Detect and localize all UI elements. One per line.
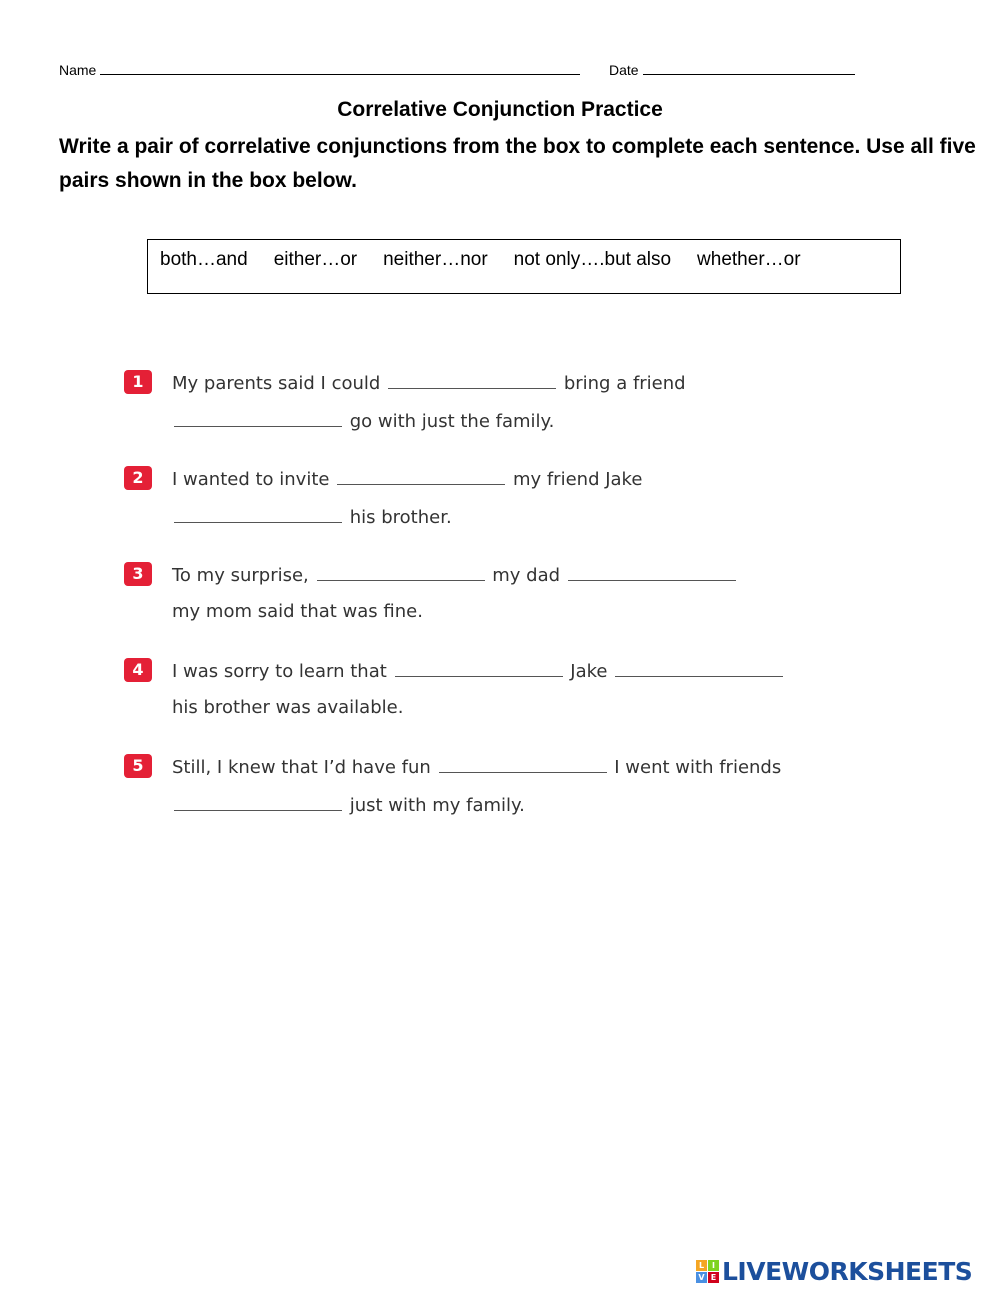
word-pair: either…or — [273, 249, 358, 270]
question-number: 4 — [124, 658, 152, 682]
word-pair: neither…nor — [383, 249, 488, 270]
logo-mark-letter: I — [708, 1260, 719, 1271]
liveworksheets-logo — [696, 1256, 972, 1286]
question-line — [172, 408, 554, 434]
question-line — [172, 792, 525, 818]
question-line — [172, 370, 686, 396]
answer-blank[interactable] — [174, 504, 342, 523]
question-number: 5 — [124, 754, 152, 778]
logo-mark-icon — [696, 1260, 719, 1283]
question-line — [172, 562, 738, 588]
question-text: Jake — [570, 661, 608, 682]
word-box — [147, 239, 901, 294]
answer-blank[interactable] — [395, 658, 563, 677]
question-1 — [124, 366, 884, 462]
question-text: his brother was available. — [172, 697, 404, 718]
question-line — [172, 696, 403, 720]
question-text: I was sorry to learn that — [172, 661, 387, 682]
answer-blank[interactable] — [317, 562, 485, 581]
answer-blank[interactable] — [337, 466, 505, 485]
word-pair: both…and — [160, 249, 248, 270]
name-date-row — [59, 60, 939, 80]
date-label: Date — [609, 62, 639, 78]
logo-mark-letter: V — [696, 1272, 707, 1283]
answer-blank[interactable] — [174, 792, 342, 811]
word-pair: not only….but also — [513, 249, 672, 270]
question-number: 3 — [124, 562, 152, 586]
question-line — [172, 754, 781, 780]
worksheet-title: Correlative Conjunction Practice — [337, 98, 663, 121]
question-line — [172, 504, 452, 530]
answer-blank[interactable] — [439, 754, 607, 773]
instructions: Write a pair of correlative conjunctions from the box to complete each sentence. Use all five pairs shown in the box below. — [59, 135, 976, 192]
logo-text: LIVEWORKSHEETS — [722, 1256, 973, 1286]
question-line — [172, 466, 642, 492]
answer-blank[interactable] — [388, 370, 556, 389]
question-text: my mom said that was fine. — [172, 601, 423, 622]
answer-blank[interactable] — [615, 658, 783, 677]
name-label: Name — [59, 62, 97, 78]
name-field — [59, 60, 580, 78]
answer-blank[interactable] — [174, 408, 342, 427]
question-text: To my surprise, — [172, 565, 309, 586]
question-text: just with my family. — [349, 795, 525, 816]
question-number: 2 — [124, 466, 152, 490]
question-text: go with just the family. — [349, 411, 555, 432]
word-pair: whether…or — [697, 249, 801, 270]
question-2 — [124, 462, 884, 558]
question-3 — [124, 558, 884, 654]
date-field — [609, 60, 855, 78]
logo-mark-letter: L — [696, 1260, 707, 1271]
question-text: my dad — [492, 565, 561, 586]
question-text: My parents said I could — [172, 373, 381, 394]
question-list — [124, 366, 884, 846]
question-text: his brother. — [349, 507, 452, 528]
question-4 — [124, 654, 884, 750]
question-text: bring a friend — [563, 373, 686, 394]
question-text: my friend Jake — [512, 469, 643, 490]
question-number: 1 — [124, 370, 152, 394]
question-text: I wanted to invite — [172, 469, 330, 490]
answer-blank[interactable] — [568, 562, 736, 581]
question-5 — [124, 750, 884, 846]
name-input-line[interactable] — [100, 60, 580, 75]
question-line — [172, 600, 423, 624]
question-text: Still, I knew that I’d have fun — [172, 757, 431, 778]
date-input-line[interactable] — [643, 60, 855, 75]
question-text: I went with friends — [614, 757, 782, 778]
question-line — [172, 658, 785, 684]
logo-mark-letter: E — [708, 1272, 719, 1283]
